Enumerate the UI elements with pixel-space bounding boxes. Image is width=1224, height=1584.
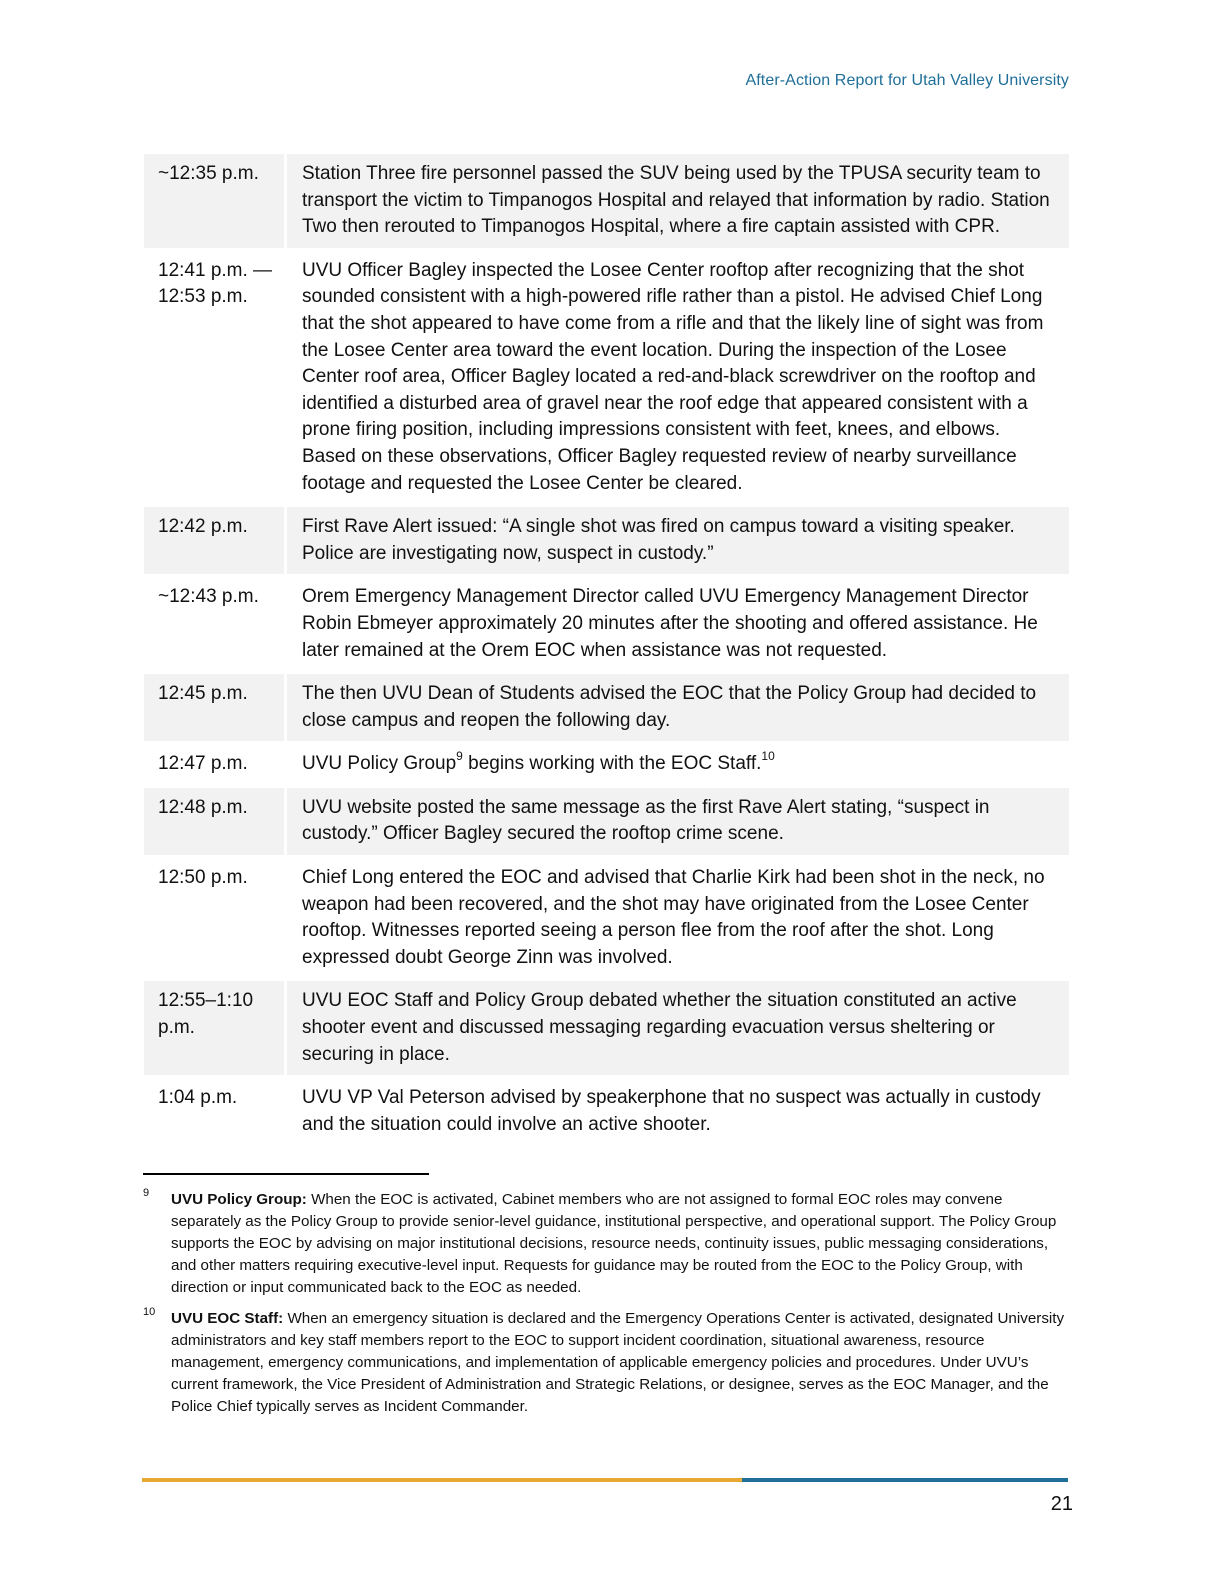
- timeline-time: 12:41 p.m. — 12:53 p.m.: [158, 259, 273, 308]
- timeline-row: [144, 577, 1069, 671]
- timeline-description: The then UVU Dean of Students advised the EOC that the Policy Group had decided to close campus and reopen the following day.: [284, 674, 1069, 741]
- timeline-time: 12:45 p.m.: [144, 674, 284, 741]
- timeline-description: UVU VP Val Peterson advised by speakerphone that no suspect was actually in custody and the situation could involve an active shooter.: [284, 1078, 1069, 1145]
- timeline-row: [144, 744, 1069, 785]
- timeline-time: 12:50 p.m.: [158, 867, 248, 889]
- timeline-description: UVU website posted the same message as the first Rave Alert stating, “suspect in custody.” Officer Bagley secured the rooftop crime scene.: [284, 788, 1069, 855]
- timeline-description: UVU Officer Bagley inspected the Losee Center rooftop after recognizing that the shot sounded consistent with a high-powered rifle rather than a pistol. He advised Chief Long that the shot appeared to have come from a rifle and that the likely line of sight was from the Losee Center area toward the event location. During the inspection of the Losee Center roof area, Officer Bagley located a red-and-black screwdriver on the rooftop and identified a disturbed area of gravel near the roof edge that appeared consistent with a prone firing position, including impressions consistent with feet, knees, and elbows. Based on these observations, Officer Bagley requested review of nearby surveillance footage and requested the Losee Center be cleared.: [284, 251, 1069, 504]
- timeline-time: 12:42 p.m.: [144, 507, 284, 574]
- footnote-title: UVU Policy Group:: [171, 1191, 307, 1208]
- timeline-time: 12:48 p.m.: [144, 788, 284, 855]
- timeline-description: Station Three fire personnel passed the SUV being used by the TPUSA security team to transport the victim to Timpanogos Hospital and relayed that information by radio. Station Two then rerouted to Timpanogos Hospital, where a fire captain assisted with CPR.: [284, 154, 1069, 248]
- timeline-time: 12:55–1:10 p.m.: [144, 981, 284, 1075]
- timeline-row: [144, 788, 1069, 855]
- timeline-row: [144, 981, 1069, 1075]
- timeline-table: [144, 151, 1069, 1148]
- timeline-row: [144, 858, 1069, 978]
- policy-group-text: UVU Policy Group: [302, 753, 457, 775]
- running-header: After-Action Report for Utah Valley University: [745, 72, 1069, 89]
- timeline-row: [144, 1078, 1069, 1145]
- footnote-title: UVU EOC Staff:: [171, 1310, 284, 1327]
- footer-bar-blue: [742, 1478, 1068, 1482]
- timeline-row: [144, 154, 1069, 248]
- footnote-text: When the EOC is activated, Cabinet members who are not assigned to formal EOC roles may convene separately as the Policy Group to provide senior-level guidance, institutional perspective, and operational support. The Policy Group supports the EOC by advising on major institutional decisions, resource needs, continuity issues, public messaging considerations, and other matters requiring executive-level input. Requests for guidance may be routed from the EOC to the Policy Group, with direction or input communicated back to the EOC as needed.: [171, 1191, 1057, 1296]
- timeline-description: First Rave Alert issued: “A single shot was fired on campus toward a visiting speaker. Police are investigating now, suspect in custody.”: [284, 507, 1069, 574]
- timeline-row: [144, 674, 1069, 741]
- timeline-row: [144, 251, 1069, 504]
- page-number: 21: [1050, 1493, 1073, 1515]
- footnote-9: [143, 1189, 1073, 1299]
- timeline-description: Orem Emergency Management Director called UVU Emergency Management Director Robin Ebmeyer approximately 20 minutes after the shooting and offered assistance. He later remained at the Orem EOC when assistance was not requested.: [284, 577, 1069, 671]
- footnote-10: [143, 1308, 1073, 1418]
- timeline-description: UVU EOC Staff and Policy Group debated whether the situation constituted an active shooter event and discussed messaging regarding evacuation versus sheltering or securing in place.: [284, 981, 1069, 1075]
- footnote-ref-9[interactable]: 9: [456, 748, 463, 763]
- timeline-time: ~12:43 p.m.: [158, 586, 259, 608]
- footer-bar-gold: [142, 1478, 742, 1482]
- footnote-text: When an emergency situation is declared and the Emergency Operations Center is activated, designated University administrators and key staff members report to the EOC to support incident coordination, situational awareness, resource management, emergency communications, and implementation of applicable emergency policies and procedures. Under UVU’s current framework, the Vice President of Administration and Strategic Relations, or designee, serves as the EOC Manager, and the Police Chief typically serves as Incident Commander.: [171, 1310, 1065, 1415]
- footnotes: [143, 1189, 1073, 1427]
- timeline-time: 12:47 p.m.: [158, 753, 248, 775]
- timeline-row: [144, 507, 1069, 574]
- footnote-ref-10[interactable]: 10: [761, 748, 775, 763]
- timeline-time: ~12:35 p.m.: [144, 154, 284, 248]
- timeline-description: Chief Long entered the EOC and advised that Charlie Kirk had been shot in the neck, no weapon had been recovered, and the shot may have originated from the Losee Center rooftop. Witnesses reported seeing a person flee from the roof after the shot. Long expressed doubt George Zinn was involved.: [284, 858, 1069, 978]
- timeline-description: [284, 744, 1069, 785]
- footer-bar: [142, 1478, 1068, 1482]
- footnote-separator: [143, 1173, 429, 1175]
- eoc-staff-text: begins working with the EOC Staff.: [462, 753, 762, 775]
- timeline-time: 1:04 p.m.: [158, 1087, 238, 1109]
- footnote-number: 10: [143, 1306, 156, 1318]
- footnote-number: 9: [143, 1187, 150, 1199]
